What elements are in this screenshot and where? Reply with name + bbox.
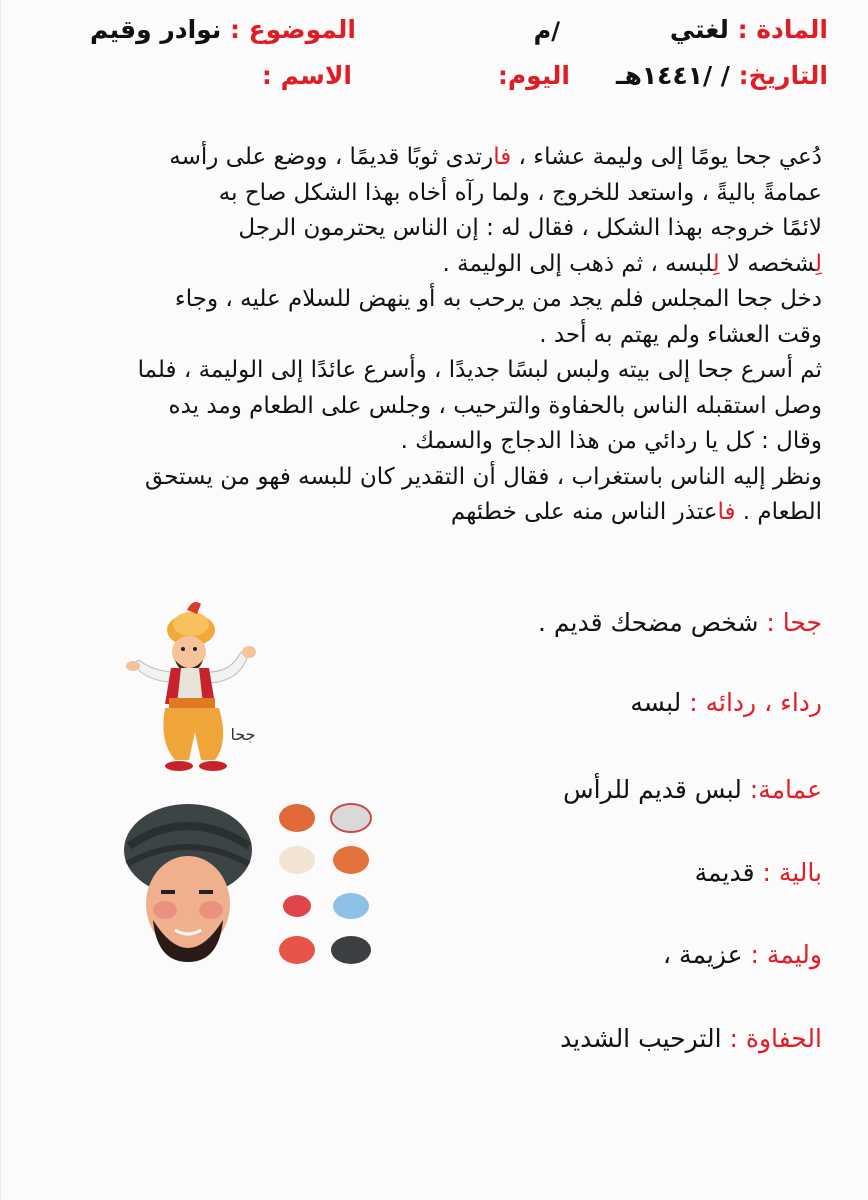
topic-value: نوادر وقيم	[89, 15, 222, 44]
name-label: الاسم :	[261, 61, 352, 90]
glossary-definition: لبسه	[630, 688, 690, 717]
glossary-definition: قديمة	[694, 858, 763, 887]
story-line-10: ونظر إليه الناس باستغراب ، فقال أن التقدير كان للبسه فهو من يستحق	[145, 463, 822, 490]
story-line-1-part-c: رتدى ثوبًا قديمًا ، ووضع على رأسه	[169, 144, 494, 170]
glossary-term: عمامة:	[749, 775, 822, 804]
glossary-term: بالية :	[762, 858, 822, 887]
story-text	[46, 140, 822, 531]
glossary-definition: شخص مضحك قديم .	[538, 608, 767, 637]
subject-value: لغتي	[669, 15, 729, 44]
turban-set-illustration	[277, 800, 377, 970]
glossary-item-juha	[538, 608, 822, 637]
glossary-term: الحفاوة :	[729, 1024, 822, 1053]
date-label: التاريخ:	[738, 61, 828, 90]
glossary-term: رداء ، ردائه :	[689, 688, 822, 717]
juha-cartoon-illustration	[125, 600, 275, 778]
story-line-11	[46, 495, 822, 531]
story-line-2: عمامةً باليةً ، واستعد للخروج ، ولما رآه أخاه بهذا الشكل صاح به	[218, 179, 822, 206]
story-line-6: وقت العشاء ولم يهتم به أحد .	[539, 321, 822, 348]
story-line-9: وقال : كل يا ردائي من هذا الدجاج والسمك .	[400, 428, 822, 454]
story-line-8: وصل استقبله الناس بالحفاوة والترحيب ، وجلس على الطعام ومد يده	[168, 392, 822, 419]
glossary-item-rida	[630, 688, 822, 717]
date-field	[616, 62, 828, 90]
story-line-4-part-d: لبسه ، ثم ذهب إلى الوليمة .	[442, 250, 713, 277]
glossary-definition: الترحيب الشديد	[560, 1024, 730, 1053]
glossary-item-hafawa	[560, 1024, 822, 1053]
subject-label: المادة :	[737, 15, 828, 44]
topic-label: الموضوع :	[229, 15, 356, 44]
glossary-item-walima	[663, 940, 822, 969]
story-line-11-highlight: فا	[717, 499, 736, 525]
story-line-1-highlight: فا	[493, 144, 512, 170]
story-line-11-part-c: عتذر الناس منه على خطئهم	[450, 499, 718, 525]
story-line-4-highlight-1: لِ	[814, 250, 822, 277]
glossary-item-baliya	[695, 858, 822, 887]
glossary-definition: لبس قديم للرأس	[563, 775, 750, 804]
glossary-definition: عزيمة ،	[663, 940, 751, 969]
topic-field	[90, 16, 356, 44]
story-line-3: لائمًا خروجه بهذا الشكل ، فقال له : إن الناس يحترمون الرجل	[238, 215, 822, 241]
glossary-term: وليمة :	[750, 940, 822, 969]
story-line-4	[46, 247, 822, 283]
glossary-item-imama	[563, 775, 822, 804]
story-line-4-highlight-2: لِ	[712, 250, 720, 277]
month-mark-text: /م	[533, 17, 560, 45]
day-label: اليوم:	[497, 61, 570, 90]
turban-man-illustration	[113, 800, 263, 968]
story-line-7: ثم أسرع جحا إلى بيته ولبس لبسًا جديدًا ، وأسرع عائدًا إلى الوليمة ، فلما	[137, 357, 822, 383]
name-field	[262, 62, 352, 90]
story-line-1-part-a: دُعي جحا يومًا إلى وليمة عشاء ،	[511, 144, 822, 170]
glossary-term: جحا :	[766, 608, 822, 637]
juha-caption: جحا	[230, 725, 256, 744]
day-field	[498, 62, 570, 90]
story-line-1	[46, 140, 822, 176]
month-mark	[534, 18, 560, 44]
story-line-5: دخل جحا المجلس فلم يجد من يرحب به أو ينهض للسلام عليه ، وجاء	[174, 286, 822, 312]
subject-field	[670, 16, 828, 44]
story-line-11-part-a: الطعام .	[735, 499, 822, 525]
story-line-4-part-b: شخصه لا	[719, 250, 815, 277]
date-value: / /١٤٤١هـ	[616, 61, 730, 90]
